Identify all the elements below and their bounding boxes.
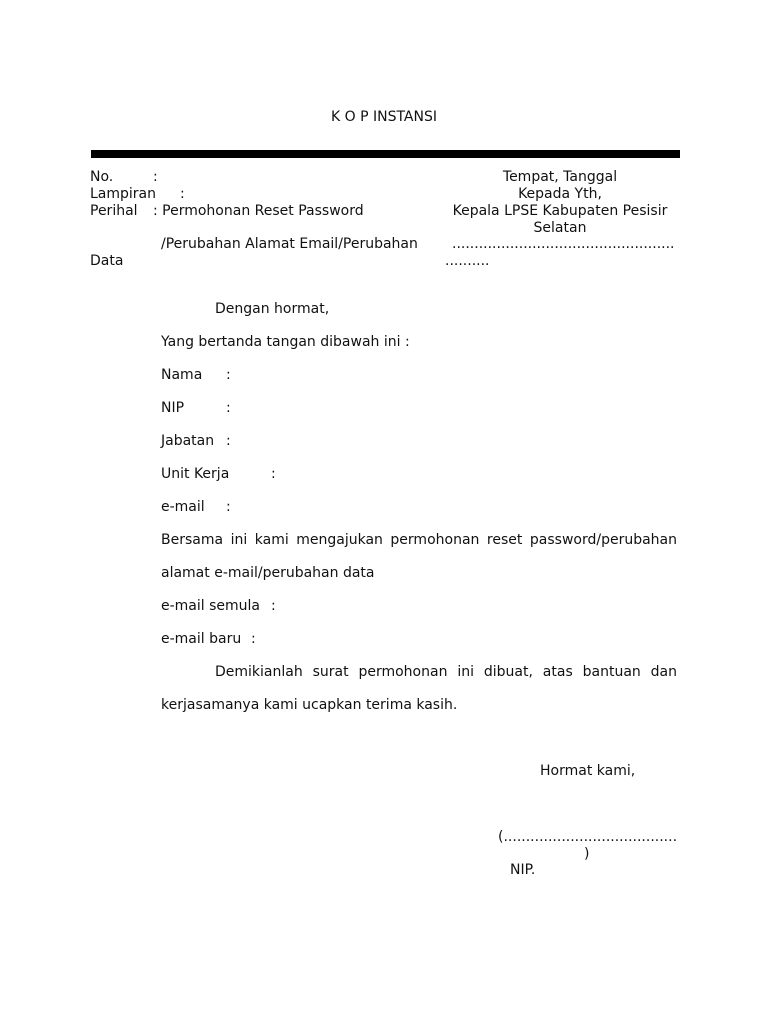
field-colon-unit-kerja: : bbox=[271, 466, 276, 482]
email-new-colon: : bbox=[251, 631, 256, 647]
intro-text: Yang bertanda tangan dibawah ini : bbox=[161, 334, 410, 350]
field-label-email: e-mail bbox=[161, 499, 205, 515]
field-label-unit-kerja: Unit Kerja bbox=[161, 466, 230, 482]
lampiran-label: Lampiran bbox=[90, 186, 157, 202]
recipient-address-dots-2: .......... bbox=[445, 253, 490, 269]
perihal-label: Perihal bbox=[90, 203, 138, 219]
recipient-line-1: Kepala LPSE Kabupaten Pesisir bbox=[452, 203, 668, 219]
email-new-label: e-mail baru bbox=[161, 631, 242, 647]
recipient-address-dots: .................................................. bbox=[452, 236, 675, 252]
place-date: Tempat, Tanggal bbox=[502, 169, 618, 185]
perihal-continuation-2: Data bbox=[90, 253, 124, 269]
signature-nip: NIP. bbox=[510, 862, 536, 878]
closing-line-2: kerjasamanya kami ucapkan terima kasih. bbox=[161, 697, 458, 713]
email-old-label: e-mail semula bbox=[161, 598, 260, 614]
lampiran-colon: : bbox=[180, 186, 185, 202]
request-line-1: Bersama ini kami mengajukan permohonan reset password/perubahan bbox=[161, 532, 677, 548]
letterhead-title: K O P INSTANSI bbox=[330, 109, 437, 125]
perihal-value: : Permohonan Reset Password bbox=[153, 203, 364, 219]
request-line-2: alamat e-mail/perubahan data bbox=[161, 565, 375, 581]
no-colon: : bbox=[153, 169, 158, 185]
greeting: Dengan hormat, bbox=[215, 301, 330, 317]
field-colon-email: : bbox=[226, 499, 231, 515]
field-label-jabatan: Jabatan bbox=[161, 433, 215, 449]
field-colon-jabatan: : bbox=[226, 433, 231, 449]
signature-name-dots: (....................................... bbox=[498, 829, 678, 845]
perihal-continuation: /Perubahan Alamat Email/Perubahan bbox=[161, 236, 418, 252]
letterhead-divider bbox=[91, 150, 680, 158]
signature-name-close: ) bbox=[584, 846, 590, 862]
field-colon-nip: : bbox=[226, 400, 231, 416]
signature-hormat: Hormat kami, bbox=[540, 763, 636, 779]
no-label: No. bbox=[90, 169, 114, 185]
closing-line-1: Demikianlah surat permohonan ini dibuat, atas bantuan dan bbox=[215, 664, 677, 680]
field-label-nama: Nama bbox=[161, 367, 203, 383]
field-colon-nama: : bbox=[226, 367, 231, 383]
email-old-colon: : bbox=[271, 598, 276, 614]
field-label-nip: NIP bbox=[161, 400, 185, 416]
recipient-line-2: Selatan bbox=[533, 220, 587, 236]
recipient-kepada: Kepada Yth, bbox=[518, 186, 602, 202]
